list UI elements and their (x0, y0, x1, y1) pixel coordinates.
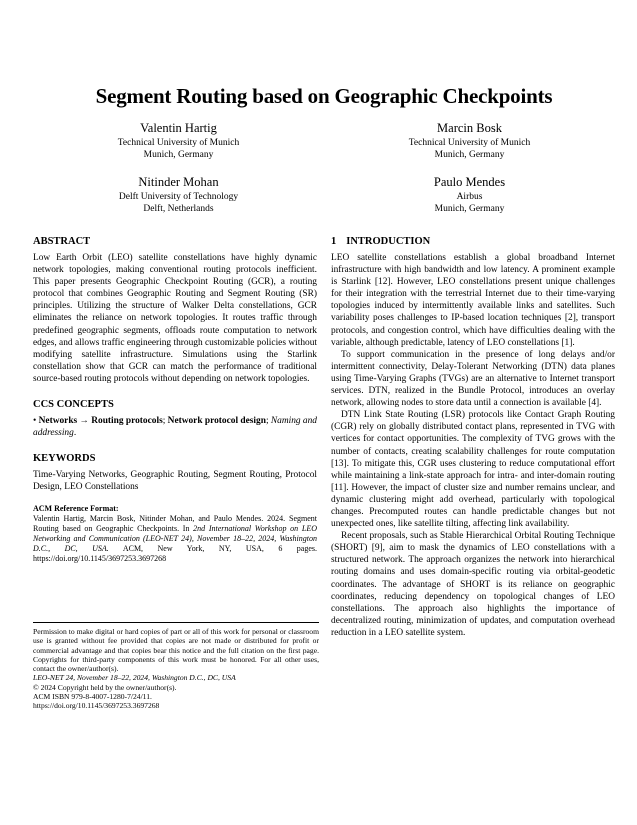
ccs-heading: CCS CONCEPTS (33, 399, 114, 411)
author-affiliation: Technical University of Munich (117, 138, 240, 148)
permission-statement: Permission to make digital or hard copies of part or all of this work for personal or classroom use is granted without fee provided that copies are not made or distributed for profit or commercial advantage and that copies bear this notice and the full citation on the first page. Copyrights for third-party components of this work must be honored. For all other uses, contact the owner/author(s). (33, 627, 319, 674)
author-affiliation: Delft University of Technology (118, 192, 239, 202)
introduction-paragraph-3: DTN Link State Routing (LSR) protocols like Contact Graph Routing (CGR) rely on globally distributed contact plans, represented in TVG with vertices for contact opportunities. The complexity of TVG grows with the number of contacts, creating scalability challenges for route computation [13]. To mitigate this, CGR uses clustering to reduce computational effort while maintaining a link-state approach for intra- and inter-domain routing [11]. However, the impact of cluster size and number remains unclear, and dynamic clustering might add overhead, particularly with topological changes. Precomputed routes can handle predictable changes but not unexpected ones, like satellite tilting, affecting link availability. (331, 410, 615, 530)
acm-reference-heading: ACM Reference Format: (33, 504, 119, 514)
citation-venue: 2nd International Workshop on LEO Networking and Communication (LEO-NET 24), November 18–22, 2024, Washington D.C., DC, USA. (33, 524, 317, 554)
author-name: Valentin Hartig (140, 121, 217, 135)
author-affiliation: Technical University of Munich (408, 138, 531, 148)
ccs-separator: ; (162, 416, 168, 427)
citation-authors: Valentin Hartig, Marcin Bosk, Nitinder Mohan, and Paulo Mendes. 2024. Segment Routing based on Geographic Checkpoints. In (33, 514, 317, 534)
conference-info: LEO-NET 24, November 18–22, 2024, Washington D.C., DC, USA (33, 673, 236, 683)
author-name: Nitinder Mohan (138, 175, 219, 189)
introduction-heading (331, 236, 615, 247)
acm-reference-citation (33, 514, 317, 564)
right-column (331, 236, 615, 639)
author-block (33, 121, 615, 229)
keywords-heading: KEYWORDS (33, 453, 96, 465)
introduction-paragraph-4: Recent proposals, such as Stable Hierarchical Orbital Routing Technique (SHORT) [9], aim to mask the dynamics of LEO constellations with a structured network. The approach organizes the network into hierarchical routing domains and uses domain-specific routing via orbital-geodetic coordinates. The advantage of SHORT is its reliance on geographic coordinates, reducing dependency on topological changes of LEO constellations. The approach also highlights the importance of decentralized routing, minimization of updates, and computation overhead reduction in a LEO satellite system. (331, 531, 615, 638)
ccs-period: . (73, 428, 77, 439)
author-name: Marcin Bosk (437, 121, 502, 135)
two-column-body (33, 236, 615, 639)
author-4 (324, 175, 615, 215)
author-city: Munich, Germany (434, 149, 505, 160)
citation-publisher-doi: ACM, New York, NY, USA, 6 pages. https://doi.org/10.1145/3697253.3697268 (33, 544, 317, 563)
introduction-paragraph-2: To support communication in the presence of long delays and/or intermittent connectivity, Delay-Tolerant Networking (DTN) data planes using Time-Varying Graphs (TVGs) are an alternative to Internet transport services. DTN, realized in the Bundle Protocol, introduces an overlay network, allowing nodes to store data until a connection is available [4]. (331, 349, 615, 409)
abstract-text: Low Earth Orbit (LEO) satellite constellations have highly dynamic network topologies, making conventional routing protocols inefficient. This paper presents Geographic Checkpoint Routing (GCR), a routing protocol that combines Geographic Routing and Segment Routing (SR) principles. Utilizing the structure of Walker Delta constellations, GCR eliminates the reliance on network topologies. It routes traffic through predefined geographic segments, offloads route computation to network edges, and allows traffic engineering through customizable policies without modifying satellite infrastructure. Simulations using the Starlink constellation show that GCR can match the performance of traditional source-based routing protocols without depending on network topologies. (33, 253, 317, 384)
ccs-concept-naming-addressing: Naming and addressing (33, 416, 317, 439)
ccs-concept-network-protocol-design: Network protocol design (167, 416, 266, 427)
author-affiliation: Airbus (456, 192, 483, 202)
section-title: INTRODUCTION (346, 236, 431, 247)
ccs-concept-networks: Networks (38, 416, 78, 427)
left-column (33, 236, 317, 639)
doi-line: https://doi.org/10.1145/3697253.3697268 (33, 701, 160, 711)
ccs-bullet: • (33, 416, 39, 427)
isbn-line: ACM ISBN 979-8-4007-1280-7/24/11. (33, 692, 152, 702)
section-number: 1 (331, 236, 337, 247)
ccs-concept-routing-protocols: Routing protocols (91, 416, 163, 427)
copyright-footnote-block (33, 622, 319, 711)
author-city: Munich, Germany (434, 203, 505, 214)
ccs-arrow: → (77, 416, 92, 427)
acm-reference-block (33, 504, 317, 563)
abstract-heading: ABSTRACT (33, 236, 91, 247)
keywords-text: Time-Varying Networks, Geographic Routing, Segment Routing, Protocol Design, LEO Constellations (33, 470, 317, 493)
ccs-concepts-line (33, 415, 317, 439)
introduction-paragraph-1: LEO satellite constellations establish a global broadband Internet infrastructure with high bandwidth and low latency. A prominent example is Starlink [12]. However, LEO constellations present unique challenges for their integration with the terrestrial Internet due to their time-varying topologies induced by intermittently available links and satellites. Such variability poses challenges to IP-based location techniques [2], transport protocols, and congestion control, which have difficulties dealing with the variable, although predictable, latency of LEO constellations [1]. (331, 253, 615, 348)
author-city: Munich, Germany (143, 149, 214, 160)
author-2 (324, 121, 615, 161)
ccs-separator: ; (265, 416, 271, 427)
paper-title: Segment Routing based on Geographic Checkpoints (95, 84, 553, 108)
author-name: Paulo Mendes (433, 175, 506, 189)
author-3 (33, 175, 324, 215)
author-city: Delft, Netherlands (143, 203, 214, 214)
author-1 (33, 121, 324, 161)
copyright-line: © 2024 Copyright held by the owner/author(s). (33, 682, 177, 692)
